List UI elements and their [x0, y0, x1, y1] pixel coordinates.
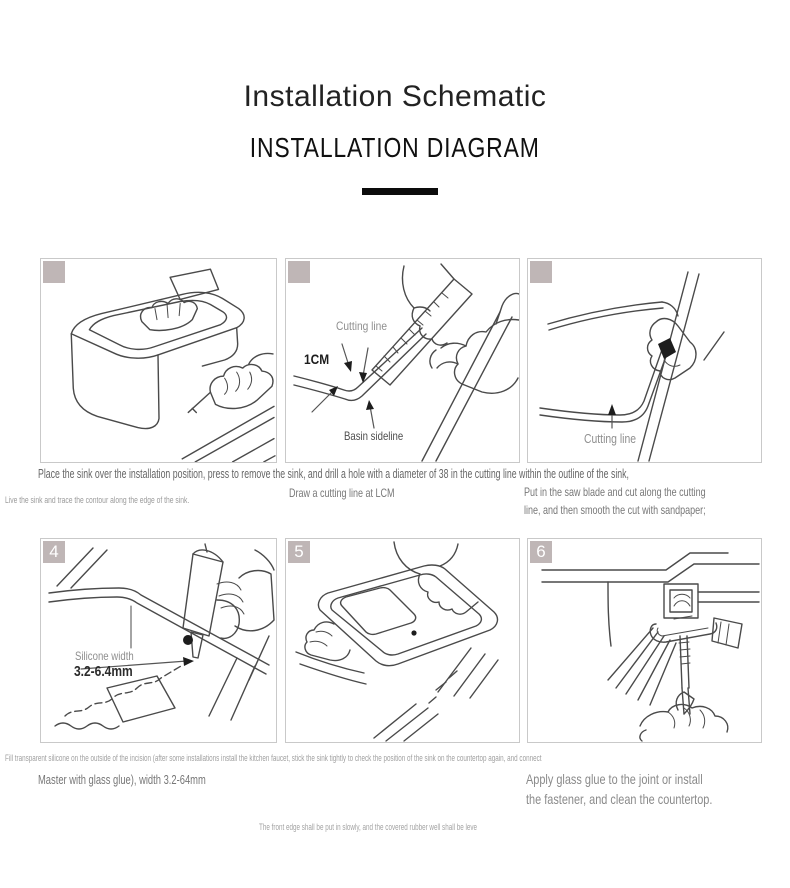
saw-cut-illustration [528, 259, 761, 462]
one-cm-label: 1CM [304, 351, 330, 367]
panel-step-6 [527, 538, 762, 743]
row2-caption-left: Master with glass glue), width 3.2-64mm [38, 773, 206, 787]
row2-caption-right-line1: Apply glass glue to the joint or install [526, 771, 703, 787]
step-1-badge [43, 261, 65, 283]
row1-caption-center: Draw a cutting line at LCM [289, 486, 395, 500]
step-4-badge: 4 [43, 541, 65, 563]
page-subtitle-text: INSTALLATION DIAGRAM [250, 132, 540, 163]
panel-step-4 [40, 538, 277, 743]
apply-silicone-illustration [41, 539, 276, 742]
insert-sink-illustration [286, 539, 519, 742]
row2-caption-bottom-small: The front edge shall be put in slowly, and the covered rubber well shall be leve [259, 822, 478, 832]
step-2-badge [288, 261, 310, 283]
page-title: Installation Schematic [243, 80, 547, 113]
panel-step-3 [527, 258, 762, 463]
row1-caption-small-left: Live the sink and trace the contour along the edge of the sink. [5, 495, 190, 505]
page-subtitle [0, 132, 790, 164]
cutting-line-label: Cutting line [336, 319, 388, 333]
row2-caption-right-line2: the fastener, and clean the countertop. [526, 791, 713, 807]
panel-step-1 [40, 258, 277, 463]
step-5-badge: 5 [288, 541, 310, 563]
row1-caption-main: Place the sink over the installation position, press to remove the sink, and drill a hole with a diameter of 38 in the cutting line within the outline of the sink, [38, 467, 629, 481]
panel-step-2 [285, 258, 520, 463]
fastener-install-illustration [528, 539, 761, 742]
row2-caption-small: Fill transparent silicone on the outside of the incision (after some installations install the kitchen faucet, stick the sink tightly to check the position of the sink on the countertop again, and connect [5, 753, 542, 763]
silicone-width-label: Silicone width [75, 649, 134, 663]
cutting-line-label: Cutting line [584, 431, 637, 446]
title-divider [362, 188, 438, 195]
step-3-badge [530, 261, 552, 283]
row1-caption-right-line2: line, and then smooth the cut with sandpaper; [524, 503, 706, 517]
row1-caption-right-line1: Put in the saw blade and cut along the cutting [524, 485, 706, 499]
step-6-badge: 6 [530, 541, 552, 563]
silicone-range-label: 3.2-6.4mm [74, 663, 133, 680]
place-sink-illustration [41, 259, 276, 462]
basin-sideline-label: Basin sideline [344, 429, 404, 443]
panel-step-5 [285, 538, 520, 743]
